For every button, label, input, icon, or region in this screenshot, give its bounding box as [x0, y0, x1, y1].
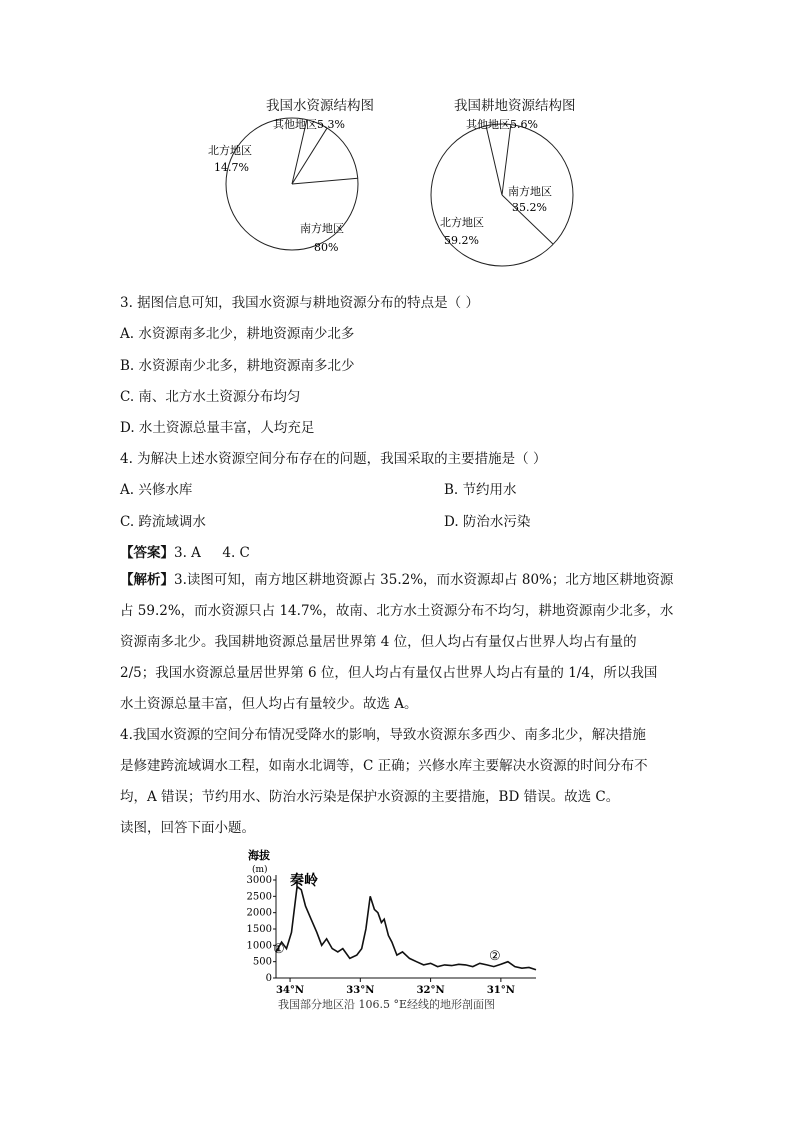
analysis-label: 【解析】	[120, 572, 174, 588]
pie-svg-farmland	[420, 110, 590, 290]
question-3-option-a: A. 水资源南多北少，耕地资源南少北多	[120, 326, 355, 342]
y-axis-unit: (m)	[252, 865, 268, 875]
terrain-profile-chart	[236, 845, 566, 1020]
pie-label-farmland-north-value: 59.2%	[444, 234, 479, 247]
analysis-line: 占 59.2%，而水资源只占 14.7%，故南、北方水土资源分布不均匀，耕地资源南少北多，水	[120, 603, 674, 619]
pie-label-water-south-value: 80%	[314, 241, 339, 254]
pie-label-farmland-other: 其他地区5.6%	[466, 118, 538, 131]
analysis-line: 【解析】3.读图可知，南方地区耕地资源占 35.2%，而水资源却占 80%；北方地区耕地资源	[120, 572, 674, 588]
pie-label-water-south-name: 南方地区	[300, 222, 344, 235]
marker-2: ②	[489, 949, 501, 964]
analysis-line: 均，A 错误；节约用水、防治水污染是保护水资源的主要措施，BD 错误。故选 C。	[120, 789, 620, 805]
answer-line	[120, 541, 250, 561]
question-3-option-b: B. 水资源南少北多，耕地资源南多北少	[120, 358, 355, 374]
pie-label-farmland-south-value: 35.2%	[512, 201, 547, 214]
pie-label-water-north-name: 北方地区	[208, 144, 252, 157]
pie-label-farmland-north-name: 北方地区	[440, 216, 484, 229]
question-4-option-b: B. 节约用水	[444, 482, 517, 498]
pie-title-farmland: 我国耕地资源结构图	[454, 98, 576, 114]
y-tick-label: 1500	[246, 924, 272, 935]
x-tick-label: 33°N	[346, 985, 375, 996]
x-tick-label: 34°N	[276, 985, 305, 996]
question-4-option-a: A. 兴修水库	[120, 482, 193, 498]
question-3-option-c: C. 南、北方水土资源分布均匀	[120, 389, 301, 405]
pie-label-farmland-south-name: 南方地区	[508, 185, 552, 198]
chart-caption: 我国部分地区沿 106.5 °E经线的地形剖面图	[278, 998, 496, 1011]
pie-label-water-other: 其他地区5.3%	[273, 118, 345, 131]
y-axis-label: 海拔	[248, 849, 270, 862]
y-tick-label: 2000	[246, 907, 272, 919]
answer-text: 3. A 4. C	[174, 545, 250, 561]
y-tick-label: 500	[252, 956, 272, 968]
question-4-option-d: D. 防治水污染	[444, 514, 531, 530]
question-4-option-c: C. 跨流域调水	[120, 514, 206, 530]
pie-svg-water	[200, 110, 390, 290]
y-tick-label: 1000	[246, 940, 272, 952]
question-3-stem: 3. 据图信息可知，我国水资源与耕地资源分布的特点是（ ）	[120, 295, 479, 311]
y-tick-label: 3000	[246, 875, 272, 886]
analysis-line: 4.我国水资源的空间分布情况受降水的影响，导致水资源东多西少、南多北少，解决措施	[120, 727, 646, 743]
analysis-block	[120, 565, 673, 844]
answer-label: 【答案】	[120, 545, 174, 561]
question-3-option-d: D. 水土资源总量丰富，人均充足	[120, 420, 315, 436]
pie-label-water-north-value: 14.7%	[214, 161, 249, 174]
peak-label-qinling: 秦岭	[290, 873, 318, 889]
analysis-line: 水土资源总量丰富，但人均占有量较少。故选 A。	[120, 696, 418, 712]
question-4-stem: 4. 为解决上述水资源空间分布存在的问题，我国采取的主要措施是（ ）	[120, 451, 547, 467]
analysis-line: 是修建跨流域调水工程，如南水北调等，C 正确；兴修水库主要解决水资源的时间分布不	[120, 758, 648, 774]
x-tick-label: 31°N	[486, 985, 515, 996]
analysis-line: 2/5；我国水资源总量居世界第 6 位，但人均占有量仅占世界人均占有量的 1/4，所以我国	[120, 665, 658, 681]
pie-title-water: 我国水资源结构图	[266, 98, 374, 114]
analysis-line: 资源南多北少。我国耕地资源总量居世界第 4 位，但人均占有量仅占世界人均占有量的	[120, 634, 637, 650]
marker-1: ①	[273, 942, 285, 957]
x-tick-label: 32°N	[416, 985, 445, 996]
y-tick-label: 2500	[246, 891, 272, 903]
y-tick-label: 0	[265, 973, 272, 984]
analysis-line: 读图，回答下面小题。	[120, 820, 255, 836]
